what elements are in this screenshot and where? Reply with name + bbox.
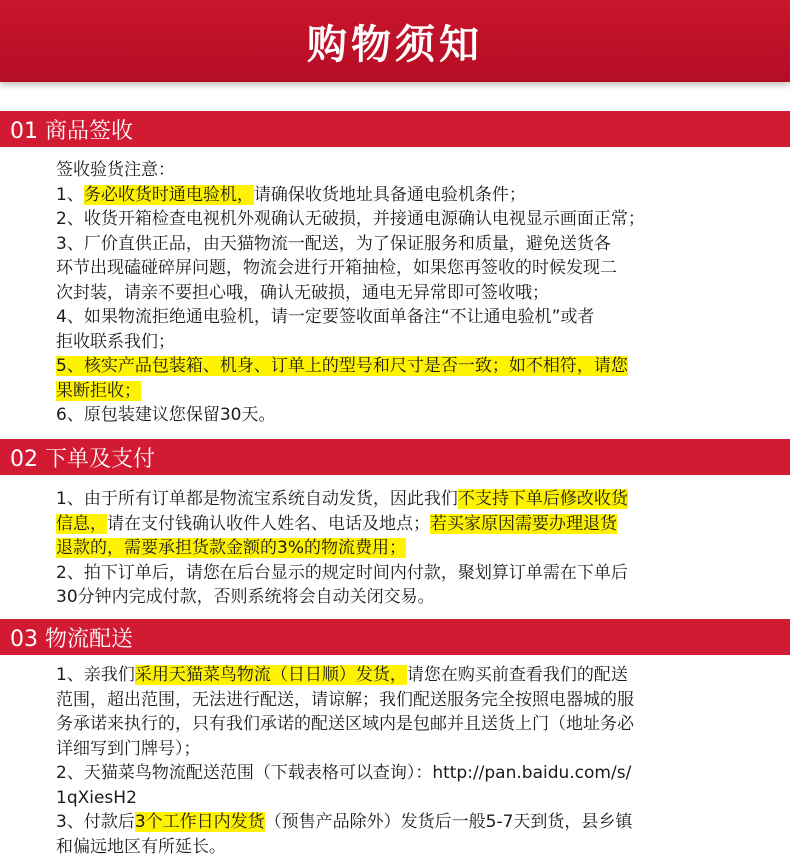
text-line xyxy=(56,688,746,713)
section-header-order-payment: 02 下单及支付 xyxy=(0,439,790,475)
text-segment: 1、 xyxy=(56,184,84,205)
text-segment: 2、收货开箱检查电视机外观确认无破损，并接通电源确认电视显示画面正常； xyxy=(56,209,645,229)
text-line xyxy=(56,207,746,232)
text-line xyxy=(56,561,746,586)
section-content-order-payment xyxy=(56,487,746,610)
highlighted-text: 信息， xyxy=(56,513,107,534)
highlighted-text: 不支持下单后修改收货 xyxy=(457,489,628,509)
text-segment: 4、如果物流拒绝通电验机，请一定要签收面单备注“不让通电验机”或者 xyxy=(56,307,595,327)
highlighted-text: 退款的，需要承担货款金额的3%的物流费用； xyxy=(56,538,406,558)
text-line xyxy=(56,305,746,330)
text-segment: 环节出现磕碰碎屏问题，物流会进行开箱抽检，如果您再签收的时候发现二 xyxy=(56,258,617,278)
text-line xyxy=(56,810,746,835)
text-line xyxy=(56,663,746,688)
text-segment: 请您在购买前查看我们的配送 xyxy=(406,665,628,685)
text-line xyxy=(56,183,746,208)
highlighted-text: 采用天猫菜鸟物流（日日顺）发货， xyxy=(134,665,407,685)
text-segment: 2、天猫菜鸟物流配送范围（下载表格可以查询）：http://pan.baidu.com/s/ xyxy=(56,763,632,783)
text-line xyxy=(56,835,746,860)
text-segment: （预售产品除外）发货后一般5-7天到货，县乡镇 xyxy=(264,812,633,832)
page-title: 购物须知 xyxy=(307,21,483,68)
text-segment: 详细写到门牌号）； xyxy=(56,738,201,759)
text-segment: 3、付款后 xyxy=(56,812,135,832)
text-line xyxy=(56,512,746,537)
text-segment: 请在支付钱确认收件人姓名、电话及地点； xyxy=(107,513,430,534)
text-line xyxy=(56,403,746,428)
highlighted-text: 3个工作日内发货 xyxy=(134,812,265,832)
text-line xyxy=(56,281,746,306)
text-segment: 拒收联系我们； xyxy=(56,331,175,352)
text-line xyxy=(56,158,746,183)
text-line xyxy=(56,330,746,355)
text-line xyxy=(56,487,746,512)
text-segment: 请确保收货地址具备通电验机条件； xyxy=(253,184,526,205)
text-segment: 2、拍下订单后，请您在后台显示的规定时间内付款，聚划算订单需在下单后 xyxy=(56,562,628,583)
page-header xyxy=(0,0,790,82)
highlighted-text: 5、核实产品包装箱、机身、订单上的型号和尺寸是否一致；如不相符，请您 xyxy=(56,356,628,376)
text-segment: 次封装，请亲不要担心哦，确认无破损，通电无异常即可签收哦； xyxy=(56,282,549,303)
text-segment: 1qXiesH2 xyxy=(56,787,137,808)
text-line xyxy=(56,354,746,379)
text-line xyxy=(56,737,746,762)
text-line xyxy=(56,536,746,561)
text-line xyxy=(56,232,746,257)
text-line xyxy=(56,585,746,610)
text-line xyxy=(56,786,746,811)
highlighted-text: 务必收货时通电验机， xyxy=(83,184,254,205)
text-segment: 30分钟内完成付款，否则系统将会自动关闭交易。 xyxy=(56,587,435,607)
text-segment: 6、原包装建议您保留30天。 xyxy=(56,405,276,425)
text-line xyxy=(56,712,746,737)
highlighted-text: 若买家原因需要办理退货 xyxy=(430,513,617,534)
text-segment: 1、亲我们 xyxy=(56,665,135,685)
section-content-logistics xyxy=(56,663,746,859)
text-line xyxy=(56,379,746,404)
text-segment: 签收验货注意： xyxy=(56,160,175,180)
text-segment: 1、由于所有订单都是物流宝系统自动发货，因此我们 xyxy=(56,489,458,509)
text-segment: 务承诺来执行的，只有我们承诺的配送区域内是包邮并且送货上门（地址务必 xyxy=(56,714,634,734)
text-line xyxy=(56,761,746,786)
text-line xyxy=(56,256,746,281)
section-header-receipt: 01 商品签收 xyxy=(0,111,790,147)
section-content-receipt xyxy=(56,158,746,428)
text-segment: 范围，超出范围，无法进行配送，请谅解；我们配送服务完全按照电器城的服 xyxy=(56,689,634,710)
text-segment: 和偏远地区有所延长。 xyxy=(56,836,226,857)
section-header-logistics: 03 物流配送 xyxy=(0,619,790,655)
highlighted-text: 果断拒收； xyxy=(56,380,141,401)
text-segment: 3、厂价直供正品，由天猫物流一配送，为了保证服务和质量，避免送货各 xyxy=(56,233,611,254)
